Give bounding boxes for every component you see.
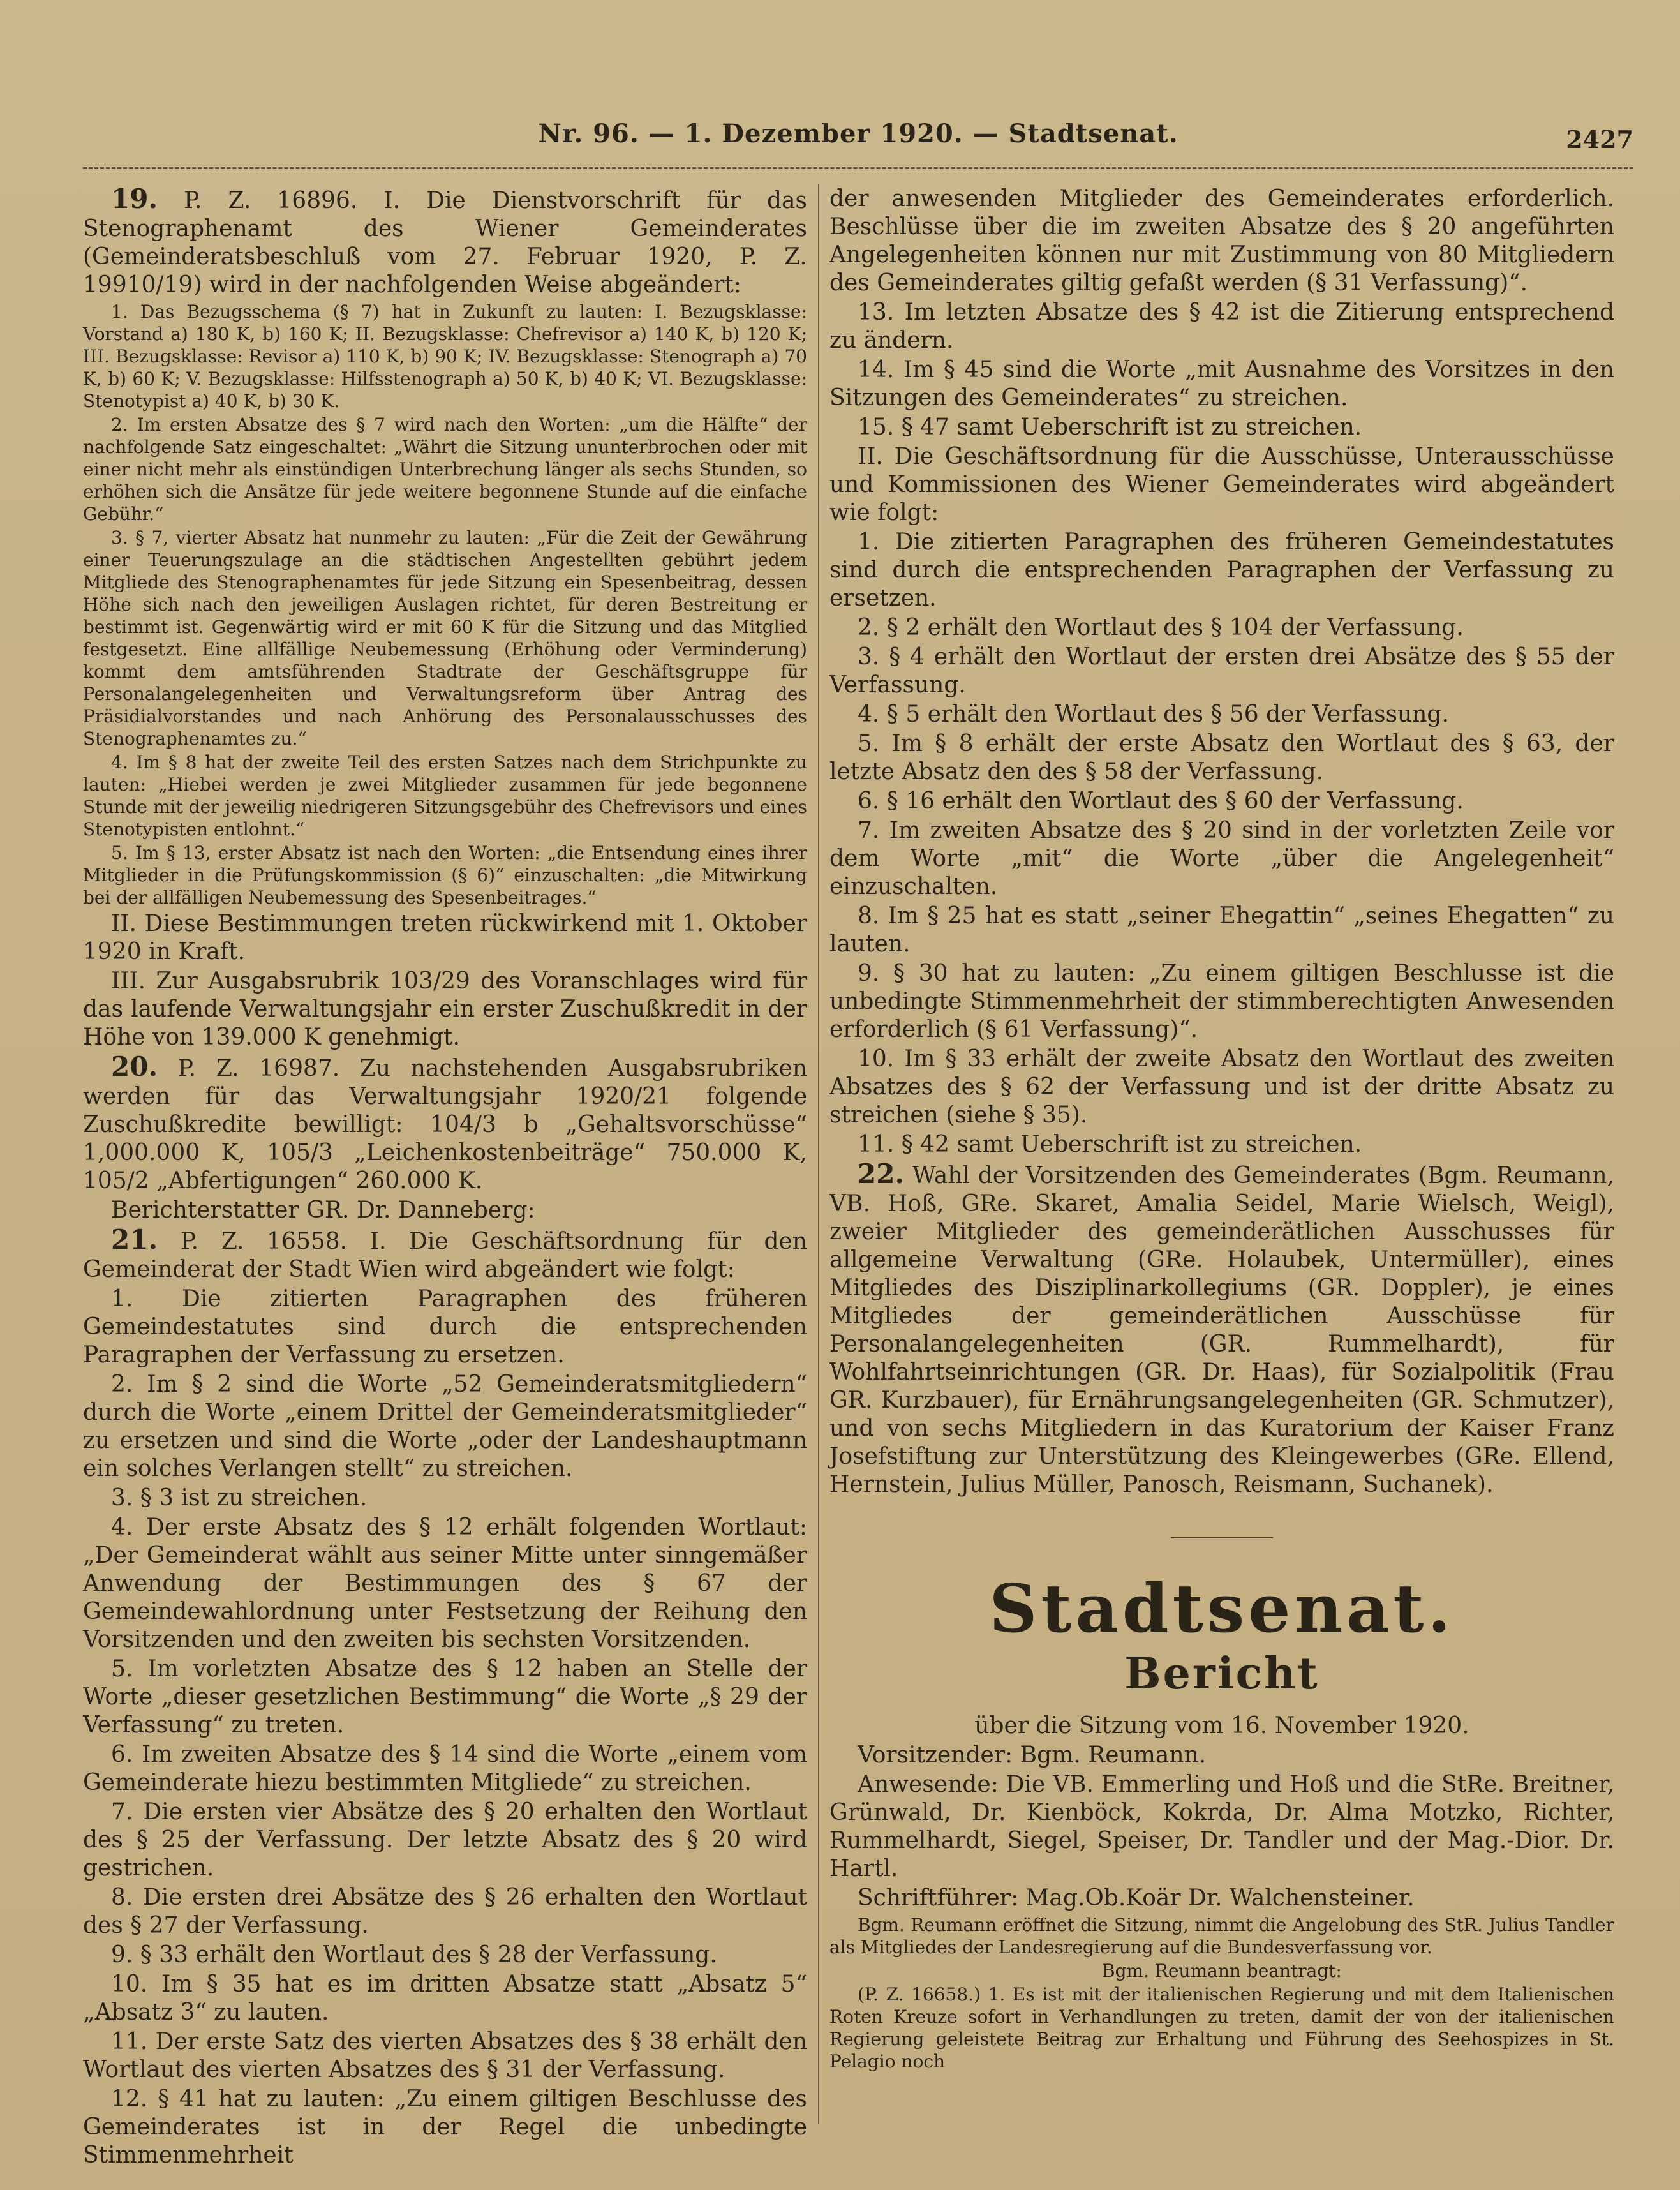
paragraph: 3. § 3 ist zu streichen. [111,1485,368,1511]
section-title: Stadtsenat. [989,1569,1455,1648]
chair-line: Vorsitzender: Bgm. Reumann. [858,1742,1207,1768]
header-rule [83,167,1633,169]
present-line: Anwesende: Die VB. Emmerling und Hoß und die StRe. Breitner, Grünwald, Dr. Kienböck, Kokrda, Dr. Alma Motzko, Richter, Rummelhardt, Siegel, Speiser, Dr. Tandler und der Mag.-Dior. Dr. Hartl. [829,1771,1614,1882]
header-title: Nr. 96. — 1. Dezember 1920. — Stadtsenat. [538,119,1178,149]
section-separator [1171,1537,1273,1538]
paragraph: II. Diese Bestimmungen treten rückwirkend mit 1. Oktober 1920 in Kraft. [83,911,807,965]
paragraph: 3. § 4 erhält den Wortlaut der ersten drei Absätze des § 55 der Verfassung. [829,644,1614,698]
paragraph: 11. Der erste Satz des vierten Absatzes des § 38 erhält den Wortlaut des vierten Absatzes des § 31 der Verfassung. [83,2029,807,2083]
subclause-paragraph: 1. Das Bezugsschema (§ 7) hat in Zukunft zu lauten: I. Bezugsklasse: Vorstand a) 180 K, b) 160 K; II. Bezugsklasse: Chefrevisor a) 140 K, b) 120 K; III. Bezugsklasse: Revisor a) 110 K, b) 90 K; IV. Bezugsklasse: Stenograph a) 70 K, b) 60 K; V. Bezugsklasse: Hilfsstenograph a) 50 K, b) 40 K; VI. Bezugsklasse: Stenotypist a) 40 K, b) 30 K. [83,301,807,412]
paragraph: 11. § 42 samt Ueberschrift ist zu streichen. [858,1131,1362,1158]
paragraph: 10. Im § 35 hat es im dritten Absatze statt „Absatz 5“ „Absatz 3“ zu lauten. [83,1971,807,2025]
paragraph: 5. Im § 8 erhält der erste Absatz den Wortlaut des § 63, der letzte Absatz den des § 58 der Verfassung. [829,731,1614,785]
paragraph: 14. Im § 45 sind die Worte „mit Ausnahme des Vorsitzes in den Sitzungen des Gemeinderates“ zu streichen. [829,357,1614,411]
paragraph: 10. Im § 33 erhält der zweite Absatz den Wortlaut des zweiten Absatzes des § 62 der Verfassung und ist der dritte Absatz zu streichen (siehe § 35). [829,1046,1614,1128]
numbered-item [83,1226,807,1284]
paragraph: 9. § 30 hat zu lauten: „Zu einem giltigen Beschlusse ist die unbedingte Stimmenmehrheit der stimmberechtigten Anwesenden erforderlich (§ 61 Verfassung)“. [829,960,1614,1043]
paragraph: 4. Der erste Absatz des § 12 erhält folgenden Wortlaut: „Der Gemeinderat wählt aus seiner Mitte unter sinngemäßer Anwendung der Bestimmungen des § 67 der Gemeindewahlordnung unter Festsetzung der Reihung den Vorsitzenden und den zweiten bis sechsten Vorsitzenden. [83,1514,807,1653]
paragraph: 7. Die ersten vier Absätze des § 20 erhalten den Wortlaut des § 25 der Verfassung. Der letzte Absatz des § 20 wird gestrichen. [83,1799,807,1881]
item-text: P. Z. 16558. I. Die Geschäftsordnung für den Gemeinderat der Stadt Wien wird abgeändert wie folgt: [83,1228,807,1283]
paragraph: 6. § 16 erhält den Wortlaut des § 60 der Verfassung. [858,788,1464,814]
item-text: P. Z. 16987. Zu nachstehenden Ausgabsrubriken werden für das Verwaltungsjahr 1920/21 folgende Zuschußkredite bewilligt: 104/3 b „Gehaltsvorschüsse“ 1,000.000 K, 105/3 „Leichenkostenbeiträge“ 750.000 K, 105/2 „Abfertigungen“ 260.000 K. [83,1055,807,1194]
item-text: P. Z. 16896. I. Die Dienstvorschrift für das Stenographenamt des Wiener Gemeinderates (Gemeinderatsbeschluß vom 27. Februar 1920, P. Z. 19910/19) wird in der nachfolgenden Weise abgeändert: [83,188,807,298]
paragraph: Berichterstatter GR. Dr. Danneberg: [111,1197,535,1223]
paragraph: 6. Im zweiten Absatze des § 14 sind die Worte „einem vom Gemeinderate hiezu bestimmten Mitgliede“ zu streichen. [83,1741,807,1796]
paragraph: der anwesenden Mitglieder des Gemeinderates erforderlich. Beschlüsse über die im zweiten Absatze des § 20 angeführten Angelegenheiten können nur mit Zustimmung von 80 Mitgliedern des Gemeinderates giltig gefaßt werden (§ 31 Verfassung)“. [829,186,1614,296]
subclause-paragraph: 3. § 7, vierter Absatz hat nunmehr zu lauten: „Für die Zeit der Gewährung einer Teuerungszulage an die städtischen Angestellten gebührt jedem Mitgliede des Stenographenamtes für jede Sitzung ein Spesenbeitrag, dessen Höhe sich nach den jeweiligen Auslagen richtet, für deren Bestreitung er bestimmt ist. Gegenwärtig wird er mit 60 K für die Sitzung und das Mitglied festgesetzt. Eine allfällige Neubemessung (Erhöhung oder Verminderung) kommt dem amtsführenden Stadtrate der Geschäftsgruppe für Personalangelegenheiten und Verwaltungsreform über Antrag des Präsidialvorstandes und nach Anhörung des Personalausschusses des Stenographenamtes zu.“ [83,527,807,749]
item-number: 22. [858,1158,905,1189]
subclause-paragraph: 4. Im § 8 hat der zweite Teil des ersten Satzes nach dem Strichpunkte zu lauten: „Hiebei werden je zwei Mitglieder zusammen für jede begonnene Stunde mit der jeweilig niedrigeren Sitzungsgebühr des Chefrevisors und eines Stenotypisten entlohnt.“ [83,752,807,840]
item-number: 21. [111,1224,158,1255]
paragraph: 8. Im § 25 hat es statt „seiner Ehegattin“ „seines Ehegatten“ zu lauten. [829,903,1614,957]
paragraph: III. Zur Ausgabsrubrik 103/29 des Voranschlages wird für das laufende Verwaltungsjahr ein erster Zuschußkredit in der Höhe von 139.000 K genehmigt. [83,968,807,1050]
secretary-line: Schriftführer: Mag.Ob.Koär Dr. Walchensteiner. [858,1885,1415,1911]
paragraph: 9. § 33 erhält den Wortlaut des § 28 der Verfassung. [111,1942,717,1968]
motion-paragraph: (P. Z. 16658.) 1. Es ist mit der italienischen Regierung und mit dem Italienischen Roten Kreuze sofort in Verhandlungen zu treten, damit der von der italienischen Regierung geleistete Beitrag zur Erhaltung und Führung des Seehospizes in St. Pelagio noch [829,1984,1614,2072]
right-column-paragraphs [829,185,1614,1499]
page-number: 2427 [1566,125,1633,154]
motion-intro: Bgm. Reumann beantragt: [1102,1960,1342,1981]
paragraph: 15. § 47 samt Ueberschrift ist zu streichen. [858,414,1362,440]
item-number: 19. [111,183,158,214]
right-column [829,185,1614,2125]
paragraph: 7. Im zweiten Absatze des § 20 sind in der vorletzten Zeile vor dem Worte „mit“ die Worte „über die Angelegenheit“ einzuschalten. [829,817,1614,900]
paragraph: 5. Im vorletzten Absatze des § 12 haben an Stelle der Worte „dieser gesetzlichen Bestimmung“ die Worte „§ 29 der Verfassung“ zu treten. [83,1656,807,1738]
subclause-paragraph: 5. Im § 13, erster Absatz ist nach den Worten: „die Entsendung eines ihrer Mitglieder in die Prüfungskommission (§ 6)“ einzuschalten: „die Mitwirkung bei der allfälligen Neubemessung des Spesenbeitrages.“ [83,842,807,908]
column-divider [818,184,819,2124]
opening-paragraph: Bgm. Reumann eröffnet die Sitzung, nimmt die Angelobung des StR. Julius Tandler als Mitgliedes der Landesregierung auf die Bundesverfassung vor. [829,1914,1614,1958]
paragraph: 8. Die ersten drei Absätze des § 26 erhalten den Wortlaut des § 27 der Verfassung. [83,1884,807,1939]
paragraph: 4. § 5 erhält den Wortlaut des § 56 der Verfassung. [858,701,1449,727]
paragraph: 1. Die zitierten Paragraphen des früheren Gemeindestatutes sind durch die entsprechenden Paragraphen der Verfassung zu ersetzen. [83,1286,807,1368]
page-header [83,115,1633,166]
numbered-item [829,1160,1614,1499]
item-text: Wahl der Vorsitzenden des Gemeinderates (Bgm. Reumann, VB. Hoß, GRe. Skaret, Amalia Seidel, Marie Wielsch, Weigl), zweier Mitglieder des gemeinderätlichen Ausschusses für allgemeine Verwaltung (GRe. Holaubek, Untermüller), eines Mitgliedes des Disziplinarkollegiums (GR. Doppler), je eines Mitgliedes der gemeinderätlichen Ausschüsse für Personalangelegenheiten (GR. Rummelhardt), für Wohlfahrtseinrichtungen (GR. Dr. Haas), für Sozialpolitik (Frau GR. Kurzbauer), für Ernährungsangelegenheiten (GR. Schmutzer), und von sechs Mitgliedern in das Kuratorium der Kaiser Franz Josefstiftung zur Unterstützung des Kleingewerbes (GRe. Ellend, Hernstein, Julius Müller, Panosch, Reismann, Suchanek). [829,1163,1614,1498]
left-column [83,183,807,2168]
paragraph: 13. Im letzten Absatze des § 42 ist die Zitierung entsprechend zu ändern. [829,299,1614,354]
numbered-item [83,1053,807,1195]
paragraph: II. Die Geschäftsordnung für die Ausschüsse, Unterausschüsse und Kommissionen des Wiener Gemeinderates wird abgeändert wie folgt: [829,443,1614,526]
paragraph: 2. Im § 2 sind die Worte „52 Gemeinderatsmitgliedern“ durch die Worte „einem Drittel der Gemeinderatsmitglieder“ zu ersetzen und sind die Worte „oder der Landeshauptmann ein solches Verlangen stellt“ zu streichen. [83,1371,807,1482]
session-line: über die Sitzung vom 16. November 1920. [974,1713,1469,1739]
section-subtitle: Bericht [1124,1648,1319,1699]
paragraph: 12. § 41 hat zu lauten: „Zu einem giltigen Beschlusse des Gemeinderates ist in der Regel die unbedingte Stimmenmehrheit [83,2086,807,2168]
paragraph: 1. Die zitierten Paragraphen des früheren Gemeindestatutes sind durch die entsprechenden Paragraphen der Verfassung zu ersetzen. [829,529,1614,611]
item-number: 20. [111,1051,158,1082]
subclause-paragraph: 2. Im ersten Absatze des § 7 wird nach den Worten: „um die Hälfte“ der nachfolgende Satz eingeschaltet: „Währt die Sitzung ununterbrochen oder mit einer nicht mehr als einstündigen Unterbrechung länger als sechs Stunden, so erhöhen sich die Ansätze für jede weitere begonnene Stunde auf die einfache Gebühr.“ [83,414,807,525]
paragraph: 2. § 2 erhält den Wortlaut des § 104 der Verfassung. [858,615,1464,641]
numbered-item [83,185,807,299]
